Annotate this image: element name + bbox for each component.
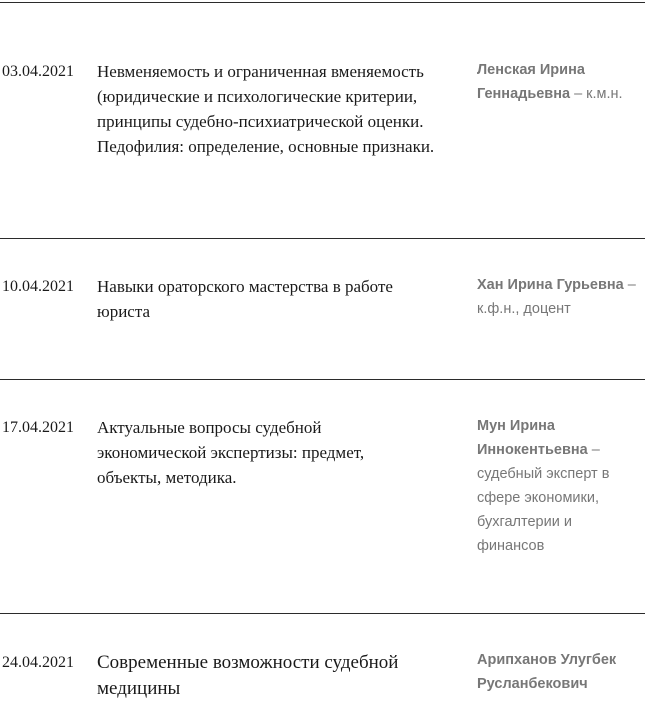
- row-speaker: [477, 414, 639, 558]
- row-speaker: [477, 648, 639, 696]
- row-date: 17.04.2021: [2, 419, 74, 436]
- row-topic: Современные возможности судебной медицины: [97, 652, 399, 699]
- row-date: 10.04.2021: [2, 278, 74, 295]
- row-topic: Навыки ораторского мастерства в работе юриста: [97, 277, 393, 321]
- schedule-row: [0, 238, 645, 380]
- schedule-row: [0, 613, 645, 717]
- row-date: 03.04.2021: [2, 63, 74, 80]
- speaker-name: Арипханов Улугбек Русланбекович: [477, 652, 617, 692]
- row-speaker: [477, 58, 639, 106]
- speaker-credentials: – к.ф.н., доцент: [477, 277, 636, 317]
- row-topic: Актуальные вопросы судебной экономической экспертизы: предмет, объекты, методика.: [97, 418, 365, 487]
- row-date: 24.04.2021: [2, 654, 74, 671]
- row-speaker: [477, 273, 639, 321]
- schedule-row: [0, 379, 645, 614]
- speaker-name: Ленская Ирина Геннадьевна: [477, 62, 585, 102]
- speaker-name: Мун Ирина Иннокентьевна: [477, 418, 588, 458]
- speaker-credentials: – судебный эксперт в сфере экономики, бухгалтерии и финансов: [477, 442, 610, 554]
- speaker-credentials: – к.м.н.: [570, 86, 623, 102]
- schedule-row: [0, 2, 645, 239]
- speaker-name: Хан Ирина Гурьевна: [477, 277, 624, 293]
- row-topic: Невменяемость и ограниченная вменяемость (юридические и психологические критерии, принципы судебно-психиатрической оценки. Педофилия: определение, основные признаки.: [97, 62, 435, 156]
